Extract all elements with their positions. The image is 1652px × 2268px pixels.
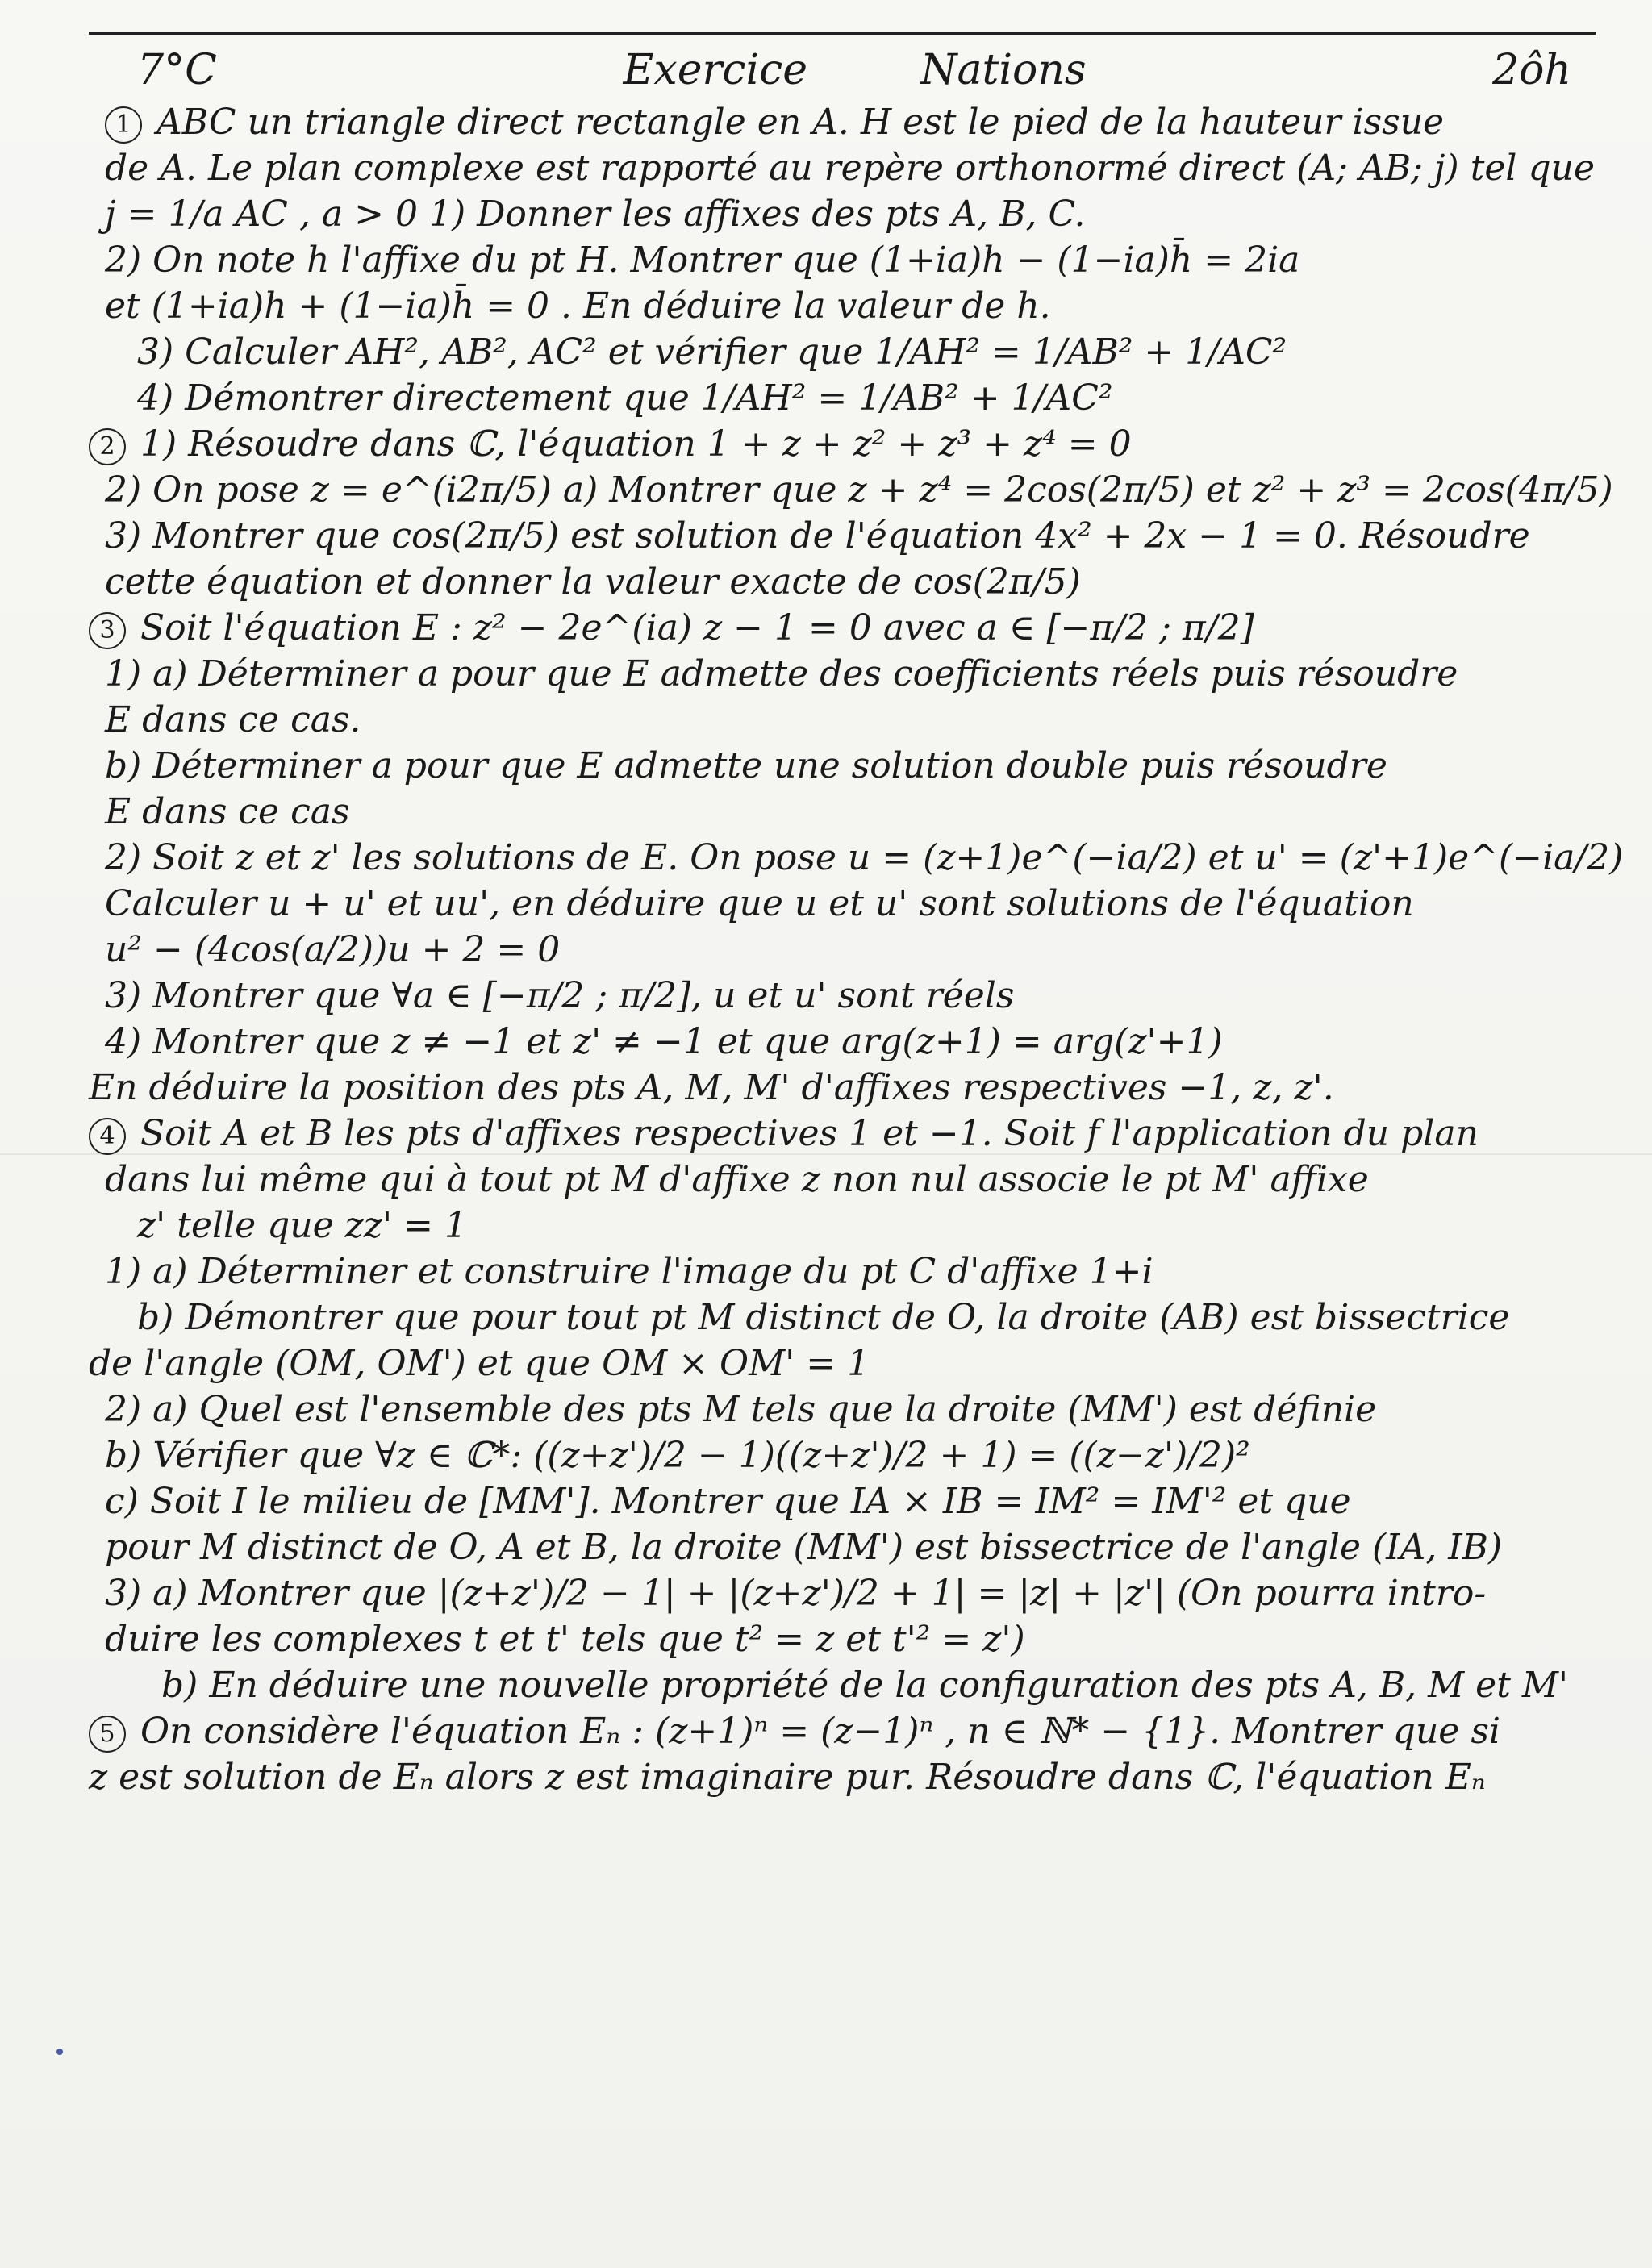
exercise-number: 4: [89, 1118, 126, 1155]
exercise-line: j = 1/a AC , a > 0 1) Donner les affixes des pts A, B, C.: [105, 194, 1086, 235]
exercise-line: En déduire la position des pts A, M, M' d'affixes respectives −1, z, z'.: [89, 1067, 1334, 1108]
exercise-line: b) Déterminer a pour que E admette une solution double puis résoudre: [105, 745, 1387, 786]
ink-mark: [56, 2049, 63, 2055]
paper-fold: [0, 1153, 1652, 1155]
exercise-line: E dans ce cas.: [105, 699, 361, 740]
exercise-line: 2) On pose z = e^(i2π/5) a) Montrer que z + z⁴ = 2cos(2π/5) et z² + z³ = 2cos(4π/5): [105, 469, 1613, 511]
exercise-line: 1) a) Déterminer et construire l'image du pt C d'affixe 1+i: [105, 1251, 1153, 1292]
exercise-line: 2) Soit z et z' les solutions de E. On pose u = (z+1)e^(−ia/2) et u' = (z'+1)e^(−ia/2): [105, 837, 1624, 878]
exercise-line: c) Soit I le milieu de [MM']. Montrer que IA × IB = IM² = IM'² et que: [105, 1481, 1351, 1522]
title-group: [623, 46, 1086, 94]
exercise-line: Calculer u + u' et uu', en déduire que u et u' sont solutions de l'équation: [105, 883, 1414, 924]
exercise-number: 1: [105, 106, 142, 144]
sheet-header: [89, 32, 1596, 99]
exercise-line: 3) Calculer AH², AB², AC² et vérifier que 1/AH² = 1/AB² + 1/AC²: [137, 331, 1287, 373]
exercise-line: 2) a) Quel est l'ensemble des pts M tels que la droite (MM') est définie: [105, 1389, 1377, 1430]
exercise-line: dans lui même qui à tout pt M d'affixe z non nul associe le pt M' affixe: [105, 1159, 1369, 1200]
source-title: Nations: [920, 46, 1087, 94]
exercise-line: de A. Le plan complexe est rapporté au repère orthonormé direct (A; AB; j) tel que: [105, 148, 1596, 189]
exercise-line: 3) Montrer que ∀a ∈ [−π/2 ; π/2], u et u' sont réels: [105, 975, 1015, 1016]
exercise-title: Exercice: [623, 46, 808, 94]
exercise-line: et (1+ia)h + (1−ia)h̄ = 0 . En déduire la valeur de h.: [105, 286, 1051, 327]
duration: 2ôh: [1492, 46, 1571, 94]
exercise-line: u² − (4cos(a/2))u + 2 = 0: [105, 929, 561, 970]
exercise-line: z est solution de Eₙ alors z est imaginaire pur. Résoudre dans ℂ, l'équation Eₙ: [89, 1757, 1486, 1798]
exercise-line: 2) On note h l'affixe du pt H. Montrer que (1+ia)h − (1−ia)h̄ = 2ia: [105, 240, 1300, 281]
exercise-line: b) Démontrer que pour tout pt M distinct de O, la droite (AB) est bissectrice: [137, 1297, 1510, 1338]
exercise-line: de l'angle (OM, OM') et que OM × OM' = 1: [89, 1343, 870, 1384]
exercise-line: duire les complexes t et t' tels que t² = z et t'² = z'): [105, 1619, 1025, 1660]
exercise-4: [89, 1111, 1596, 1708]
exercise-line: 3) Montrer que cos(2π/5) est solution de l'équation 4x² + 2x − 1 = 0. Résoudre: [105, 515, 1530, 557]
exercise-line: b) Vérifier que ∀z ∈ ℂ*: ((z+z')/2 − 1)((z+z')/2 + 1) = ((z−z')/2)²: [105, 1435, 1250, 1476]
exercise-5: [89, 1708, 1596, 1800]
exercise-list: [89, 99, 1624, 1800]
exercise-number: 2: [89, 428, 126, 465]
exercise-line: z' telle que zz' = 1: [137, 1205, 467, 1246]
exercise-line: 1 ABC un triangle direct rectangle en A. H est le pied de la hauteur issue: [89, 99, 1596, 145]
exercise-line: pour M distinct de O, A et B, la droite (MM') est bissectrice de l'angle (IA, IB): [105, 1527, 1503, 1568]
exercise-1: [89, 99, 1596, 421]
exercise-line: 4) Démontrer directement que 1/AH² = 1/AB² + 1/AC²: [137, 377, 1113, 419]
exercise-line: E dans ce cas: [105, 791, 350, 832]
exercise-line: 4) Montrer que z ≠ −1 et z' ≠ −1 et que arg(z+1) = arg(z'+1): [105, 1021, 1223, 1062]
exercise-line: b) En déduire une nouvelle propriété de la configuration des pts A, B, M et M': [161, 1665, 1569, 1706]
exercise-number: 5: [89, 1716, 126, 1753]
exercise-number: 3: [89, 612, 126, 649]
exercise-line: 3) a) Montrer que |(z+z')/2 − 1| + |(z+z')/2 + 1| = |z| + |z'| (On pourra intro-: [105, 1573, 1487, 1614]
class-level: 7°C: [137, 46, 217, 94]
exercise-line: 4 Soit A et B les pts d'affixes respectives 1 et −1. Soit f l'application du plan: [89, 1111, 1596, 1157]
exercise-line: cette équation et donner la valeur exacte de cos(2π/5): [105, 561, 1081, 602]
exercise-2: [89, 421, 1613, 605]
exercise-line: 3 Soit l'équation E : z² − 2e^(ia) z − 1 = 0 avec a ∈ [−π/2 ; π/2]: [89, 605, 1596, 651]
exercise-line: 1) a) Déterminer a pour que E admette des coefficients réels puis résoudre: [105, 653, 1458, 694]
exercise-line: 5 On considère l'équation Eₙ : (z+1)ⁿ = (z−1)ⁿ , n ∈ ℕ* − {1}. Montrer que si: [89, 1708, 1596, 1754]
exercise-3: [89, 605, 1624, 1111]
exercise-line: 2 1) Résoudre dans ℂ, l'équation 1 + z + z² + z³ + z⁴ = 0: [89, 421, 1596, 467]
